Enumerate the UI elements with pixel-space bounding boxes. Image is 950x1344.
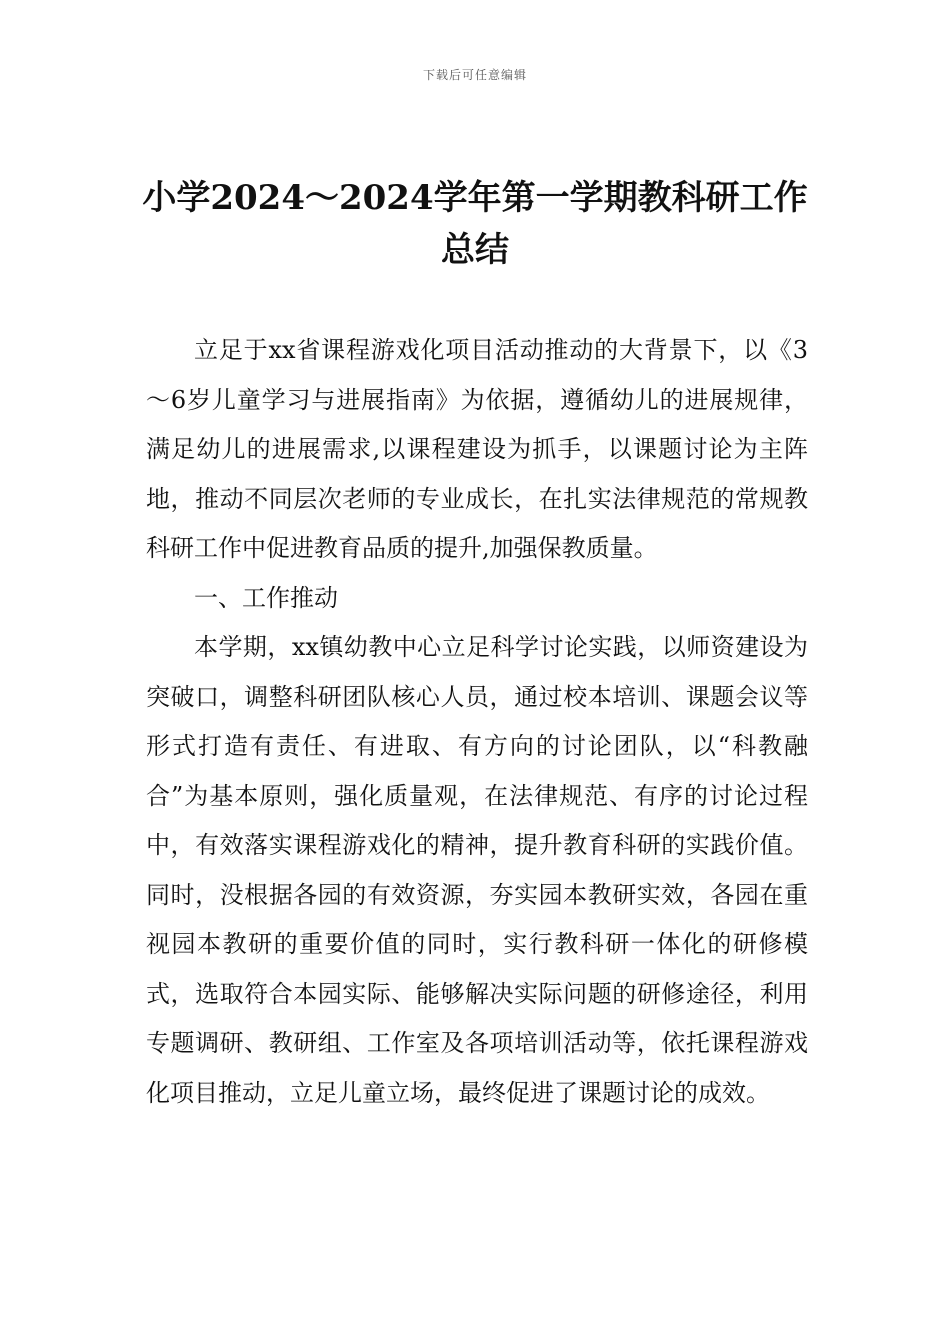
document-body bbox=[146, 326, 808, 1118]
work-progress-paragraph: 本学期，xx镇幼教中心立足科学讨论实践，以师资建设为突破口，调整科研团队核心人员，通过校本培训、课题会议等形式打造有责任、有进取、有方向的讨论团队，以“科教融合”为基本原则，强化质量观，在法律规范、有序的讨论过程中，有效落实课程游戏化的精神，提升教育科研的实践价值。同时，没根据各园的有效资源，夯实园本教研实效，各园在重视园本教研的重要价值的同时，实行教科研一体化的研修模式，选取符合本园实际、能够解决实际问题的研修途径，利用专题调研、教研组、工作室及各项培训活动等，依托课程游戏化项目推动，立足儿童立场，最终促进了课题讨论的成效。 bbox=[146, 633, 808, 1107]
section-heading-work-progress: 一、工作推动 bbox=[194, 583, 338, 612]
header-note: 下载后可任意编辑 bbox=[422, 68, 527, 82]
intro-paragraph: 立足于xx省课程游戏化项目活动推动的大背景下，以《3～6岁儿童学习与进展指南》为依据，遵循幼儿的进展规律，满足幼儿的进展需求,以课程建设为抓手，以课题讨论为主阵地，推动不同层次老师的专业成长，在扎实法律规范的常规教科研工作中促进教育品质的提升,加强保教质量。 bbox=[146, 336, 808, 562]
document-title: 小学2024～2024学年第一学期教科研工作总结 bbox=[142, 178, 808, 270]
